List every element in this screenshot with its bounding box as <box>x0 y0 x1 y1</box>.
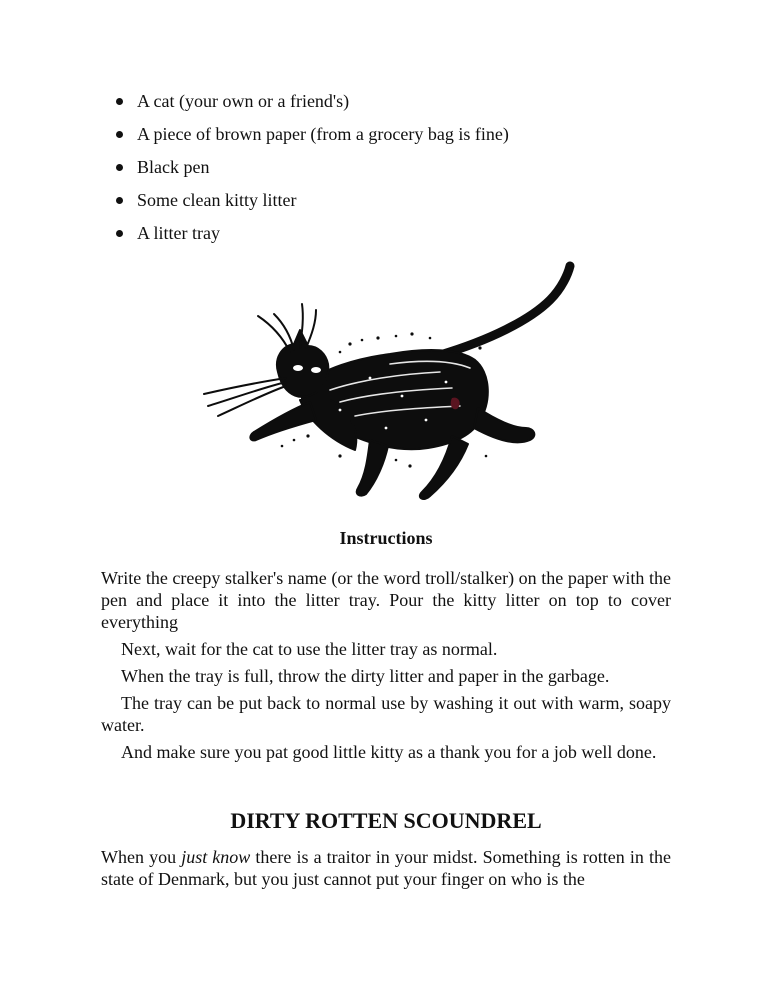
list-item-text: A piece of brown paper (from a grocery bag is fine) <box>137 124 509 144</box>
black-cat-icon <box>190 260 590 505</box>
instruction-paragraph-2: Next, wait for the cat to use the litter tray as normal. <box>121 639 498 659</box>
cat-illustration <box>190 260 590 505</box>
list-item-text: A cat (your own or a friend's) <box>137 91 350 111</box>
intro-text-end: there is a traitor in your midst. Something is rotten in the state of Denmark, but you just cannot put your finger on who is the <box>101 847 671 889</box>
list-item-text: A litter tray <box>137 223 220 243</box>
supplies-list <box>110 90 509 255</box>
instruction-paragraph-4: The tray can be put back to normal use by washing it out with warm, soapy water. <box>101 693 671 735</box>
bullet-icon <box>116 164 123 171</box>
list-item-text: Some clean kitty litter <box>137 190 297 210</box>
bullet-icon <box>116 98 123 105</box>
bullet-icon <box>116 197 123 204</box>
instructions-heading: Instructions <box>339 528 433 548</box>
bullet-icon <box>116 131 123 138</box>
intro-text-start: When you <box>101 847 182 867</box>
list-item <box>110 189 509 211</box>
section-intro-paragraph <box>101 846 671 890</box>
bullet-icon <box>116 230 123 237</box>
intro-emphasis: just know <box>181 847 251 867</box>
list-item-text: Black pen <box>137 157 210 177</box>
instruction-paragraph-3: When the tray is full, throw the dirty litter and paper in the garbage. <box>121 666 610 686</box>
list-item <box>110 90 509 112</box>
list-item <box>110 222 509 244</box>
list-item <box>110 156 509 178</box>
section-heading: DIRTY ROTTEN SCOUNDREL <box>230 808 542 833</box>
list-item <box>110 123 509 145</box>
instruction-paragraph-5: And make sure you pat good little kitty as a thank you for a job well done. <box>121 742 657 762</box>
instruction-paragraph-1: Write the creepy stalker's name (or the word troll/stalker) on the paper with the pen and place it into the litter tray. Pour the kitty litter on top to cover everything <box>101 568 671 632</box>
